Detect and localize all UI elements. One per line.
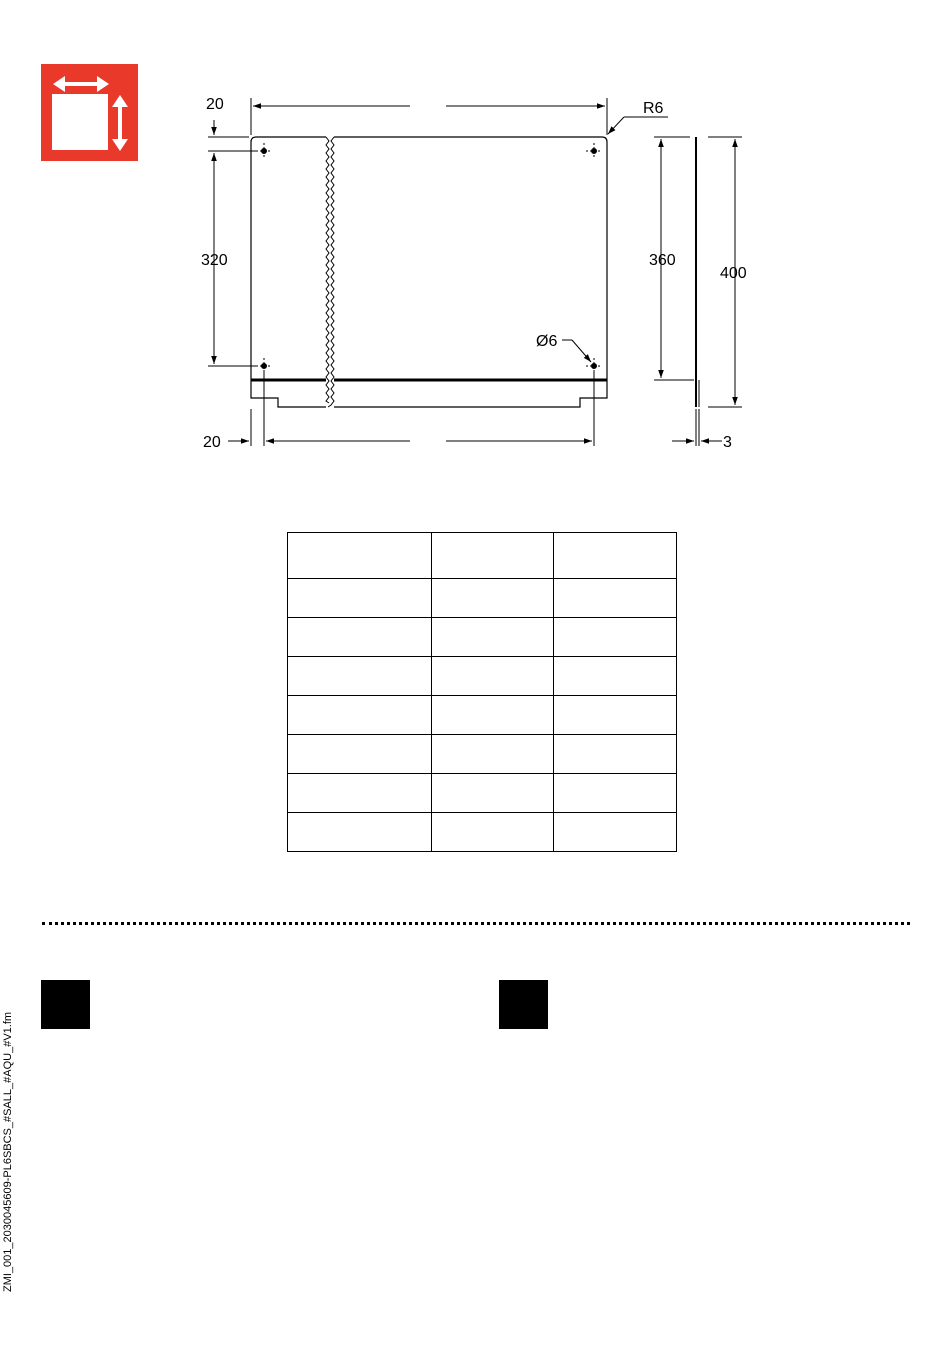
table-cell — [554, 657, 677, 696]
dim-top-offset: 20 — [206, 96, 224, 113]
section-marker-left — [41, 980, 90, 1029]
dimension-lines — [208, 98, 742, 446]
table-cell — [288, 813, 432, 852]
dim-thickness: 3 — [723, 434, 732, 451]
table-cell — [554, 813, 677, 852]
table-cell — [432, 579, 554, 618]
table-cell — [432, 657, 554, 696]
dim-total-height: 400 — [720, 265, 747, 282]
spec-table — [287, 532, 677, 852]
section-marker-right — [499, 980, 548, 1029]
panel-outline — [251, 137, 607, 407]
break-line — [326, 137, 334, 407]
table-cell — [432, 533, 554, 579]
table-cell — [288, 533, 432, 579]
table-cell — [288, 657, 432, 696]
table-row — [288, 696, 677, 735]
hole-top-left — [256, 143, 272, 159]
table-cell — [554, 774, 677, 813]
table-cell — [554, 579, 677, 618]
file-reference: ZMI_001_2030045609-PL6SBCS_#SALL_#AQU_#V1.fm — [2, 1011, 14, 1292]
table-row — [288, 735, 677, 774]
table-cell — [432, 774, 554, 813]
table-cell — [554, 533, 677, 579]
table-cell — [432, 813, 554, 852]
table-header-row — [288, 533, 677, 579]
hole-top-right — [586, 143, 602, 159]
table-cell — [288, 579, 432, 618]
table-cell — [554, 735, 677, 774]
table-cell — [288, 618, 432, 657]
table-cell — [554, 696, 677, 735]
dim-inner-height: 360 — [649, 252, 676, 269]
dotted-separator — [42, 922, 910, 925]
hole-bottom-right — [586, 358, 602, 374]
table-row — [288, 579, 677, 618]
table-row — [288, 813, 677, 852]
table-cell — [288, 774, 432, 813]
table-cell — [554, 618, 677, 657]
table-cell — [432, 735, 554, 774]
table-row — [288, 657, 677, 696]
hole-bottom-left — [256, 358, 272, 374]
dim-bottom-offset: 20 — [203, 434, 221, 451]
table-cell — [432, 618, 554, 657]
table-cell — [288, 735, 432, 774]
table-row — [288, 618, 677, 657]
table-row — [288, 774, 677, 813]
dim-hole-spacing: 320 — [201, 252, 228, 269]
dim-corner-radius: R6 — [643, 100, 664, 117]
table-cell — [288, 696, 432, 735]
dim-hole-diameter: Ø6 — [536, 333, 558, 350]
technical-drawing — [0, 0, 950, 470]
table-cell — [432, 696, 554, 735]
